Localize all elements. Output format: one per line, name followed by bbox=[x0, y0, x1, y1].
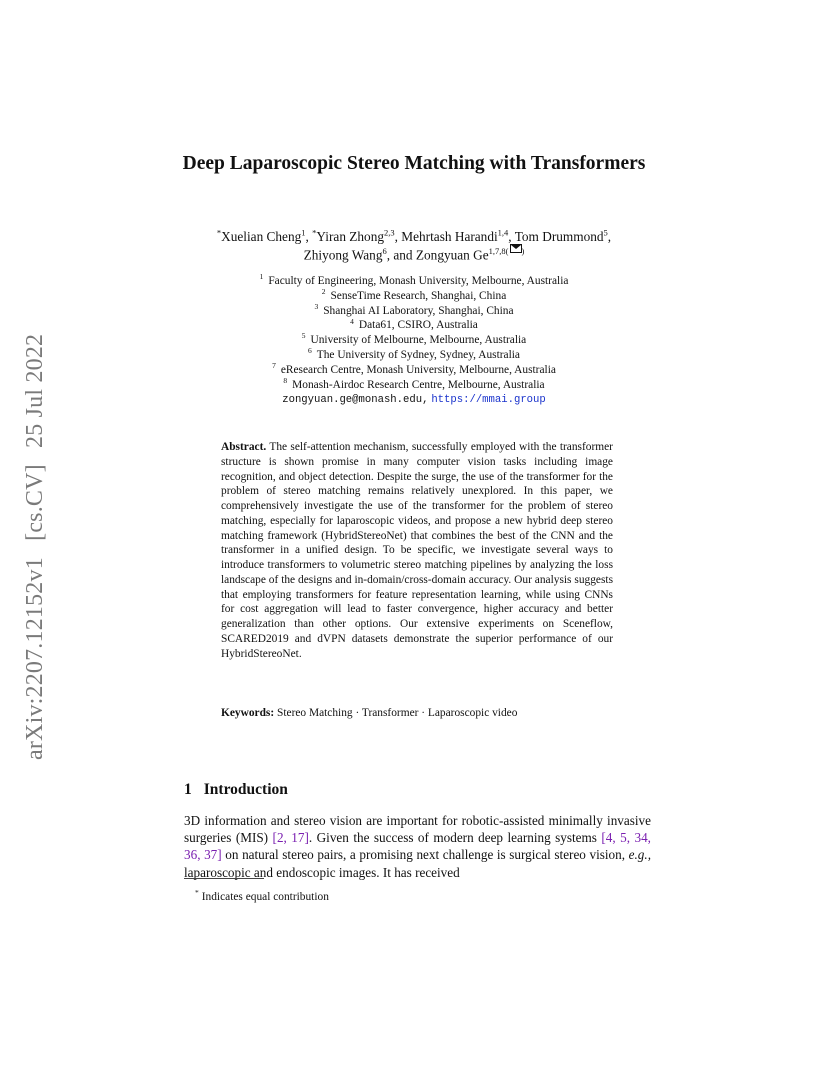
affiliation-4: $^4$ Data61, CSIRO, Australia bbox=[350, 316, 478, 332]
citation-link[interactable]: [2, 17] bbox=[272, 830, 309, 846]
group-url-link[interactable]: https://mmai.group bbox=[431, 394, 546, 407]
keywords-label: Keywords: bbox=[221, 707, 275, 719]
footnote-text: Indicates equal contribution bbox=[201, 890, 329, 903]
affiliation-2: $^2$ SenseTime Research, Shanghai, China bbox=[321, 287, 507, 302]
affiliations bbox=[190, 274, 638, 408]
contact-email[interactable]: zongyuan.ge@monash.edu, bbox=[282, 394, 429, 407]
keywords-text: Stereo Matching · Transformer · Laparoscopic video bbox=[277, 707, 518, 719]
contact-line bbox=[190, 392, 638, 408]
author-line-1: *Xuelian Cheng$^1$, *Yiran Zhong$^{2,3}$, Mehrtash Harandi$^{1,4}$, Tom Drummond$^5$, bbox=[216, 227, 612, 244]
section-number: 1 bbox=[184, 781, 192, 798]
footnote-divider bbox=[184, 878, 264, 879]
author-line-2: Zhiyong Wang$^6$, and Zongyuan $Ge^{1,7,8( )}$ bbox=[303, 246, 525, 263]
envelope-icon bbox=[510, 244, 522, 253]
abstract-text: The self-attention mechanism, successfully employed with the transformer structure is shown promise in many computer vision tasks including image recognition, and object detection. Despite the surge, the use of the transformer for the problem of stereo matching remains relatively unexplored. In this paper, we comprehensively investigate the use of the transformer for the problem of stereo matching, especially for laparoscopic videos, and propose a new hybrid deep stereo matching framework (HybridStereoNet) that combines the best of the CNN and the transformer in a unified design. To be specific, we investigate several ways to introduce transformers to volumetric stereo matching pipelines by analyzing the loss landscape of the designs and in-domain/cross-domain accuracy. Our analysis suggests that employing transformers for feature representation learning, while using CNNs for cost aggregation will lead to faster convergence, higher accuracy and better generalization than other options. Our extensive experiments on Sceneflow, SCARED2019 and dVPN datasets demonstrate the superior performance of our HybridStereoNet. bbox=[221, 441, 613, 660]
arxiv-date: 25 Jul 2022 bbox=[22, 333, 48, 448]
abstract-label: Abstract. bbox=[221, 441, 267, 453]
intro-paragraph: 3D information and stereo vision are important for robotic-assisted minimally invasive surgeries (MIS) [2, 17]. Given the success of modern deep learning systems [4, 5, 34, 36, 37] on natural stereo pairs, a promising next challenge is surgical stereo vision, e.g., laparoscopic and endoscopic images. It has received bbox=[184, 813, 651, 880]
author-name: Zhiyong Wang bbox=[303, 247, 383, 263]
affiliation-8: $^8$ Monash-Airdoc Research Centre, Melbourne, Australia bbox=[283, 375, 545, 391]
affiliation-5: $^5$ University of Melbourne, Melbourne, Australia bbox=[301, 331, 527, 347]
footnote-mark: * bbox=[195, 888, 199, 897]
arxiv-id: arXiv:2207.12152v1 bbox=[22, 557, 48, 760]
author-name: Xuelian Cheng bbox=[221, 229, 302, 244]
paper-title: Deep Laparoscopic Stereo Matching with Transformers bbox=[182, 153, 646, 174]
section-title: Introduction bbox=[203, 781, 288, 798]
author-name: Yiran Zhong bbox=[316, 229, 385, 244]
author-list bbox=[165, 228, 663, 263]
affiliation-3: $^3$ Shanghai AI Laboratory, Shanghai, China bbox=[314, 301, 514, 317]
section-heading bbox=[184, 781, 288, 799]
keywords bbox=[221, 706, 613, 721]
author-name: Tom Drummond bbox=[514, 229, 604, 244]
author-name: Mehrtash Harandi bbox=[401, 229, 498, 244]
author-name: and Zongyuan Ge bbox=[393, 247, 489, 263]
abstract bbox=[221, 440, 613, 661]
citation-link[interactable]: [4, 5, 34, 36, 37] bbox=[184, 830, 651, 863]
affiliation-7: $^7$ eResearch Centre, Monash University, Melbourne, Australia bbox=[272, 360, 556, 376]
arxiv-stamp bbox=[22, 324, 49, 760]
footnote bbox=[195, 886, 329, 904]
affiliation-6: $^6$ The University of Sydney, Sydney, Australia bbox=[308, 346, 520, 361]
arxiv-category: [cs.CV] bbox=[22, 464, 48, 541]
affiliation-1: $^1$ Faculty of Engineering, Monash University, Melbourne, Australia bbox=[259, 272, 569, 287]
